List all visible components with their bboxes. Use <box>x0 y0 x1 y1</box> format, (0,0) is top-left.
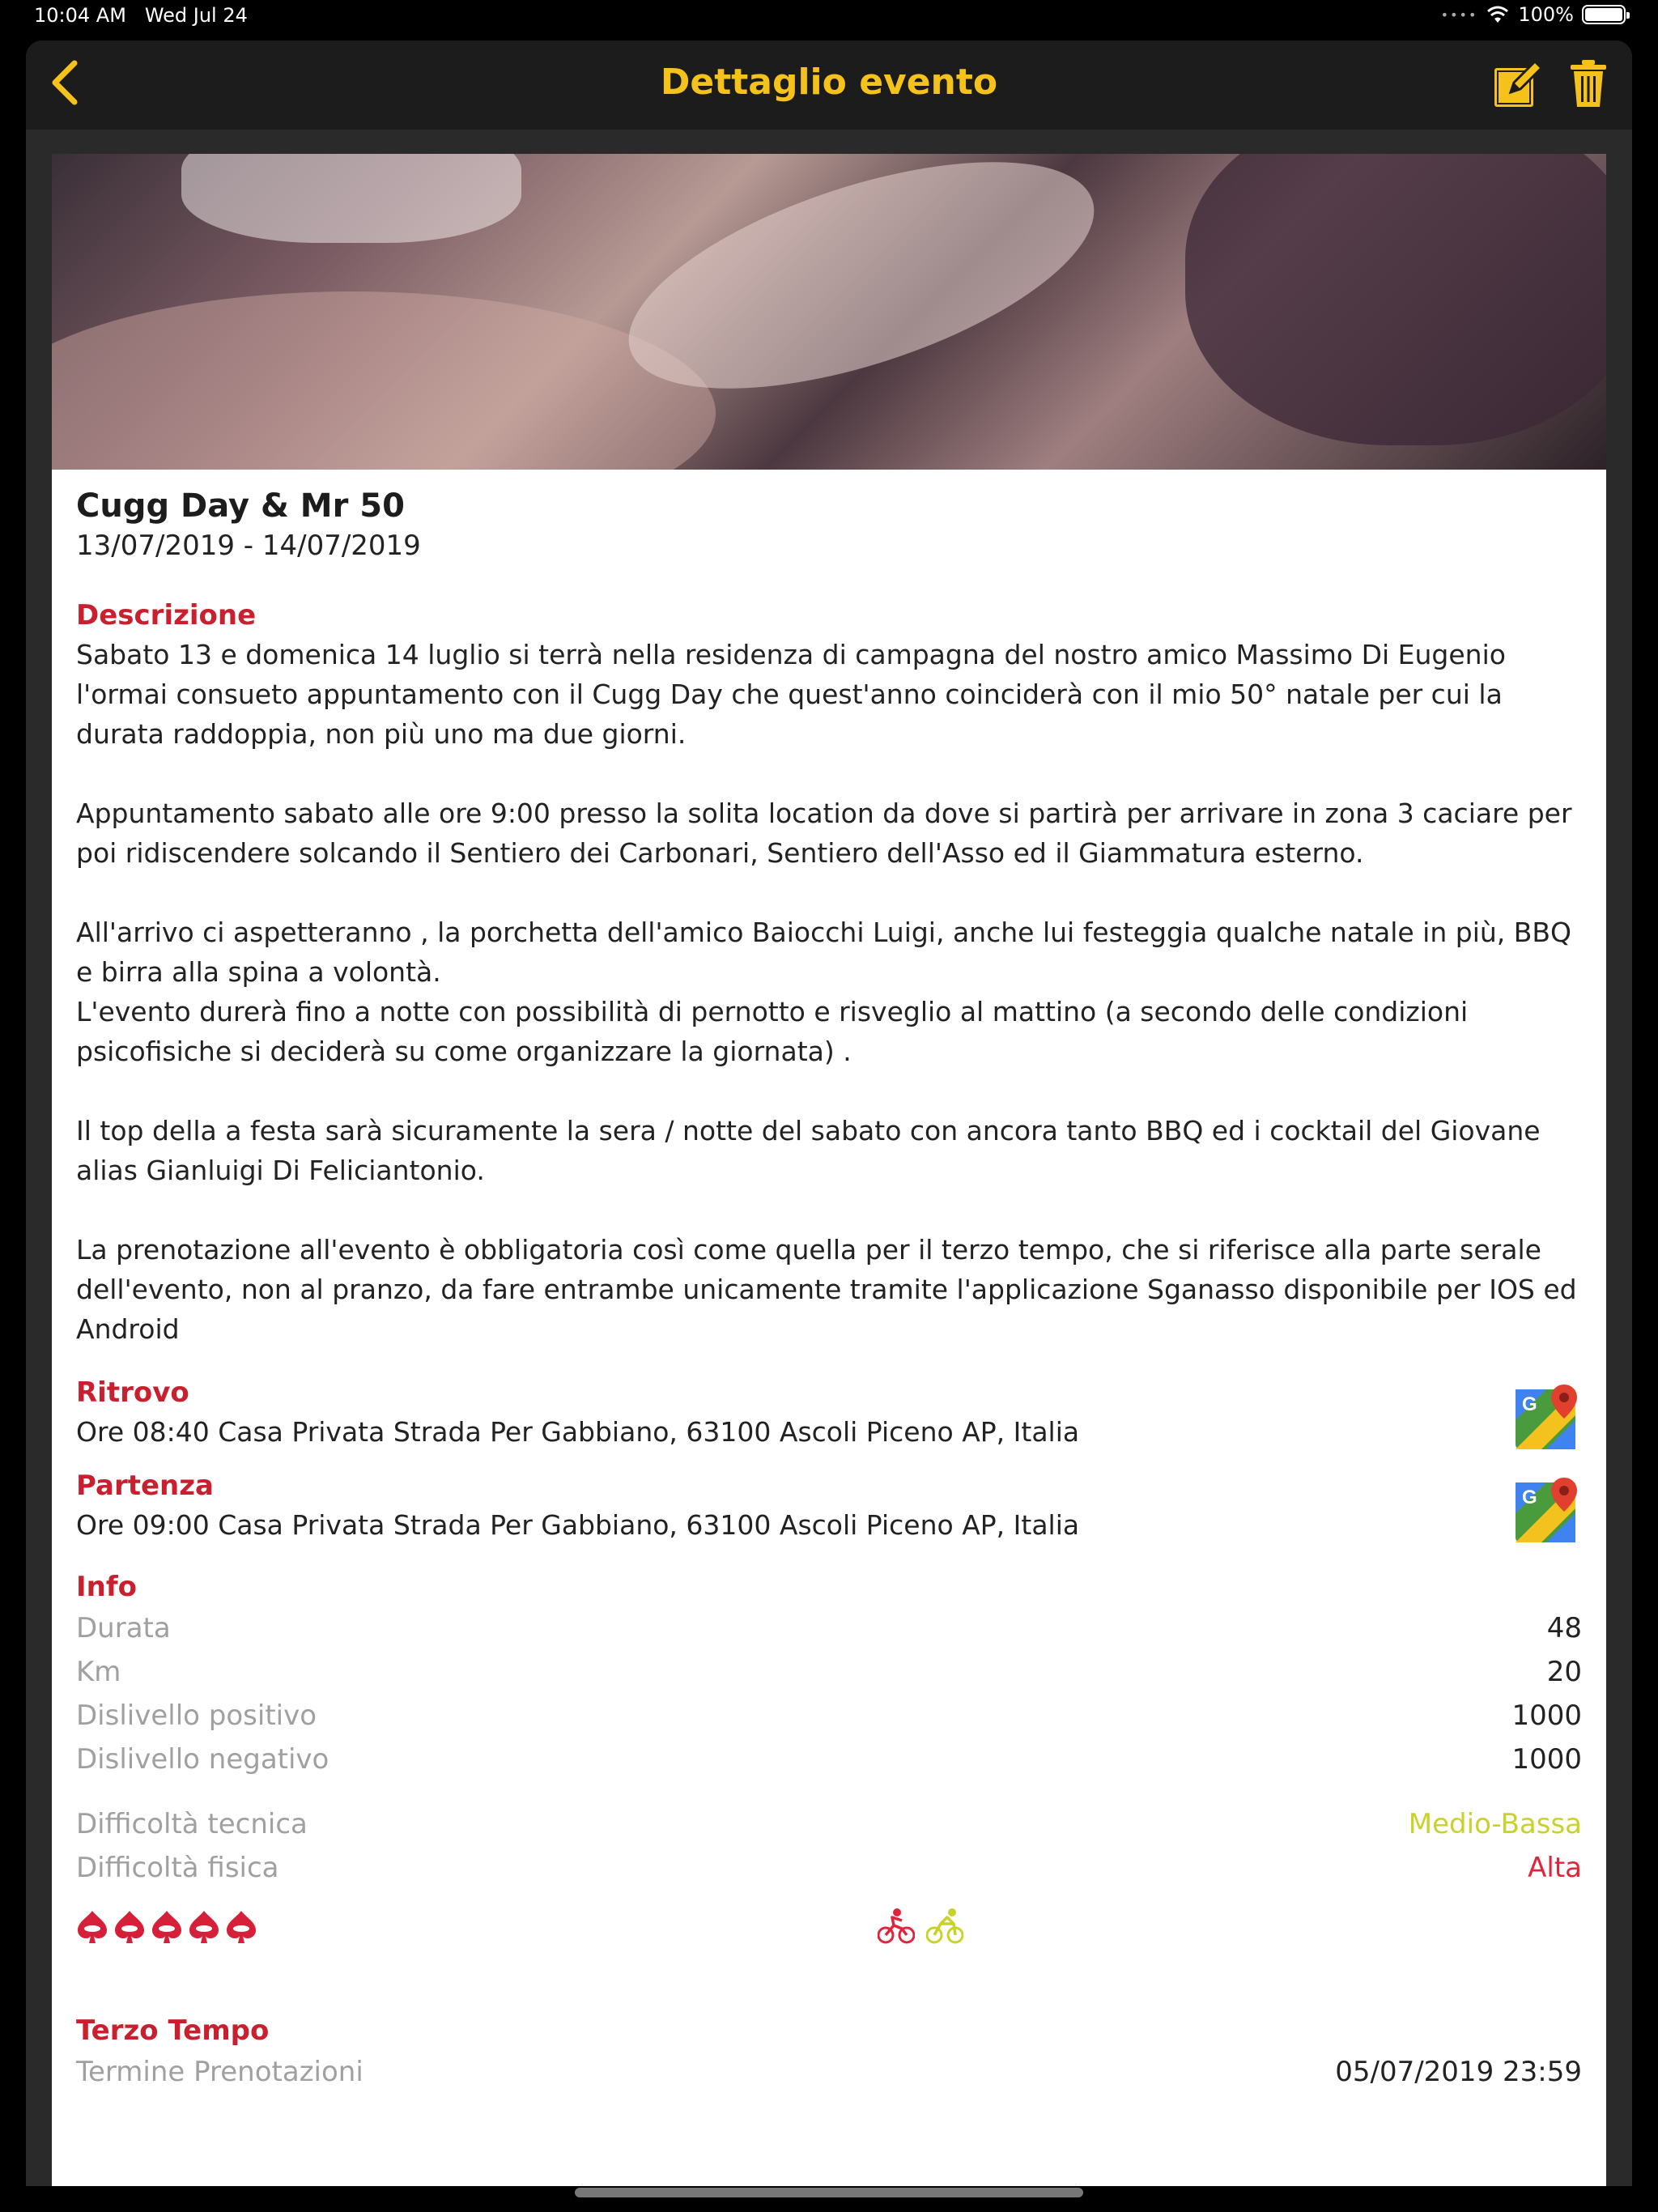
info-label: Difficoltà fisica <box>76 1852 279 1884</box>
partenza-block <box>76 1466 1582 1545</box>
svg-text:G: G <box>1522 1393 1537 1415</box>
google-maps-icon[interactable] <box>1514 1383 1582 1451</box>
edit-button[interactable] <box>1493 58 1543 108</box>
info-value: 48 <box>1546 1612 1582 1644</box>
wifi-icon <box>1486 5 1510 24</box>
battery-icon <box>1582 5 1626 24</box>
battery-fill <box>1585 8 1622 21</box>
info-value: 1000 <box>1511 1699 1582 1732</box>
partenza-address: Ore 09:00 Casa Privata Strada Per Gabbiano, 63100 Ascoli Piceno AP, Italia <box>76 1509 1080 1541</box>
info-label: Durata <box>76 1612 171 1644</box>
trash-icon <box>1569 58 1608 108</box>
info-label: Difficoltà tecnica <box>76 1808 308 1840</box>
description-paragraph: Appuntamento sabato alle ore 9:00 presso la solita location da dove si partirà per arrivare in zona 3 caciare per poi ridiscendere solcando il Sentiero dei Carbonari, Sentiero dell'Asso ed il Giammatura esterno. <box>76 798 1572 869</box>
info-value: 20 <box>1546 1656 1582 1688</box>
event-card <box>52 154 1606 2186</box>
spade-icon <box>151 1909 183 1945</box>
svg-text:G: G <box>1522 1487 1537 1508</box>
info-label: Termine Prenotazioni <box>76 2056 363 2088</box>
info-label: Dislivello negativo <box>76 1743 329 1776</box>
event-dates: 13/07/2019 - 14/07/2019 <box>76 530 421 562</box>
description-paragraph: Sabato 13 e domenica 14 luglio si terrà nella residenza di campagna del nostro amico Massimo Di Eugenio l'ormai consueto appuntamento con il Cugg Day che quest'anno coinciderà con il mio 50° natale per cui la durata raddoppia, non più uno ma due giorni. <box>76 639 1506 750</box>
difficulty-spades <box>76 1909 257 1945</box>
event-content <box>76 486 1582 2094</box>
description-paragraph: Il top della a festa sarà sicuramente la sera / notte del sabato con ancora tanto BBQ ed i cocktail del Giovane alias Gianluigi Di Feliciantonio. <box>76 1115 1541 1186</box>
info-row <box>76 1738 1582 1781</box>
google-maps-icon[interactable] <box>1514 1476 1582 1544</box>
delete-button[interactable] <box>1569 58 1608 108</box>
info-row <box>76 1650 1582 1694</box>
info-label: Dislivello positivo <box>76 1699 317 1732</box>
terzo-tempo-row <box>76 2050 1582 2094</box>
section-terzo-tempo: Terzo Tempo <box>76 2014 270 2047</box>
event-title: Cugg Day & Mr 50 <box>76 487 405 525</box>
ritrovo-address: Ore 08:40 Casa Privata Strada Per Gabbiano, 63100 Ascoli Piceno AP, Italia <box>76 1416 1080 1448</box>
spade-icon <box>76 1909 108 1945</box>
spade-icon <box>188 1909 220 1945</box>
event-cover-image <box>52 154 1606 470</box>
difficolta-tecnica-row <box>76 1802 1582 1846</box>
page-title: Dettaglio evento <box>660 62 998 103</box>
spade-icon <box>113 1909 146 1945</box>
battery-percent: 100% <box>1518 3 1574 26</box>
info-value: 05/07/2019 23:59 <box>1335 2056 1582 2088</box>
info-row <box>76 1694 1582 1738</box>
signal-dots-icon: •••• <box>1440 6 1478 23</box>
difficolta-tecnica-value: Medio-Bassa <box>1408 1808 1582 1840</box>
status-time <box>34 4 248 27</box>
spade-icon <box>225 1909 257 1945</box>
difficolta-fisica-row <box>76 1846 1582 1890</box>
ritrovo-block <box>76 1373 1582 1452</box>
status-date-text: Wed Jul 24 <box>144 4 248 27</box>
section-partenza: Partenza <box>76 1470 214 1502</box>
section-ritrovo: Ritrovo <box>76 1376 189 1409</box>
status-right <box>1441 3 1626 26</box>
status-time-text: 10:04 AM <box>34 4 126 27</box>
info-label: Km <box>76 1656 121 1688</box>
info-row <box>76 1606 1582 1650</box>
app-frame <box>26 40 1632 2186</box>
road-rider-icon <box>926 1908 963 1945</box>
nav-bar <box>26 40 1632 130</box>
status-bar <box>0 0 1658 32</box>
home-indicator[interactable] <box>575 2188 1083 2197</box>
description-paragraph: La prenotazione all'evento è obbligatoria così come quella per il terzo tempo, che si riferisce alla parte serale dell'evento, non al pranzo, da fare entrambe unicamente tramite l'applicazione Sganasso disponibile per IOS ed Android <box>76 1234 1577 1345</box>
discipline-icons <box>878 1908 963 1945</box>
section-info: Info <box>76 1571 138 1603</box>
difficulty-icons-row <box>76 1904 1582 1953</box>
difficolta-fisica-value: Alta <box>1528 1852 1582 1884</box>
description-paragraph: All'arrivo ci aspetteranno , la porchetta dell'amico Baiocchi Luigi, anche lui festeggia qualche natale in più, BBQ e birra alla spina a volontà. L'evento durerà fino a notte con possibilità di pernotto e risveglio al mattino (a secondo delle condizioni psicofisiche si deciderà su come organizzare la giornata) . <box>76 917 1572 1067</box>
section-descrizione: Descrizione <box>76 599 257 632</box>
info-value: 1000 <box>1511 1743 1582 1776</box>
edit-icon <box>1493 58 1543 108</box>
mtb-rider-icon <box>878 1908 915 1945</box>
